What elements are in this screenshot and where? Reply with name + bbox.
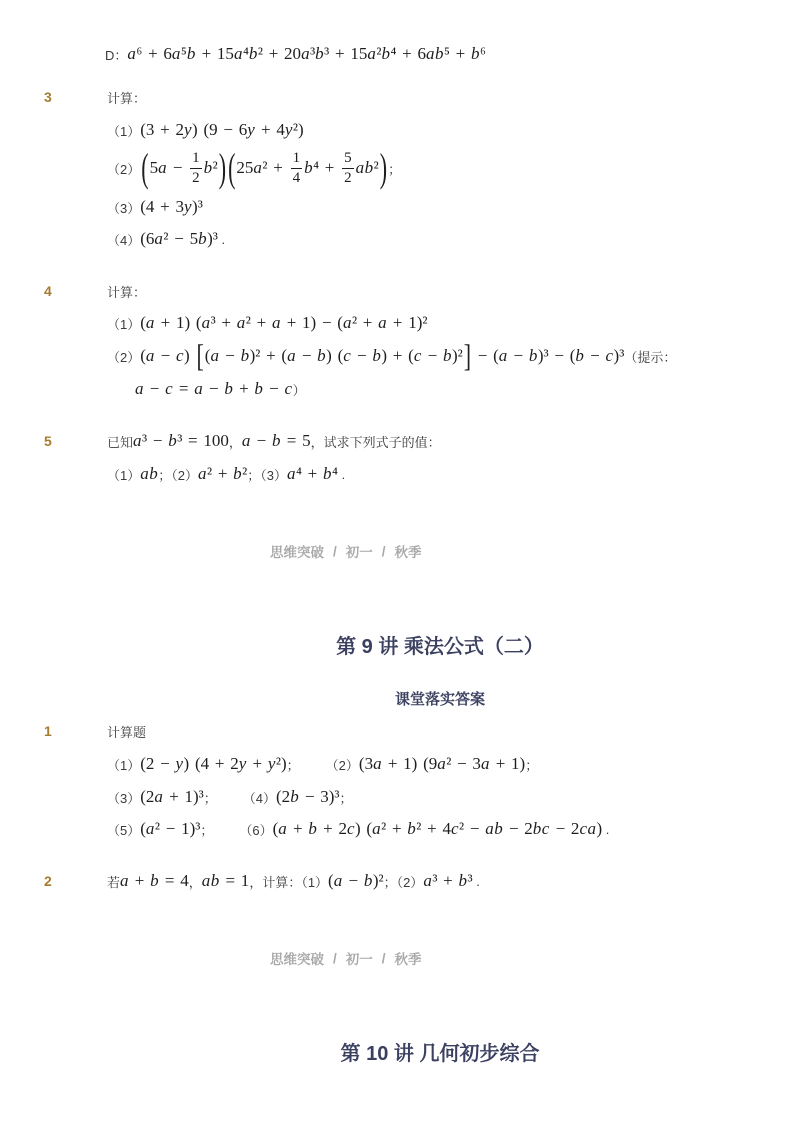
math-expression: (a − b)²: [328, 871, 384, 890]
answer-item: [243, 787, 353, 807]
math-expression: (3 + 2y) (9 − 6y + 4y²): [140, 120, 304, 139]
math-variable: a: [197, 464, 207, 483]
math-variable: a: [135, 379, 144, 398]
math-variable: b: [254, 379, 263, 398]
math-delimiter: ): [379, 143, 388, 191]
text-run: 若: [107, 874, 121, 890]
math-variable: y: [183, 120, 192, 139]
math-delimiter: ): [218, 143, 227, 191]
footer-term: 秋季: [394, 952, 422, 967]
footer-separator: /: [381, 543, 386, 559]
text-run: ；（2）: [158, 467, 198, 483]
text-run: ，: [228, 434, 242, 450]
math-variable: b: [363, 871, 373, 890]
problem-stem: [107, 431, 441, 451]
footer-separator: /: [333, 543, 337, 559]
math-variable: a: [373, 754, 382, 773]
math-variable: a: [287, 346, 296, 365]
text-run: （4）: [242, 790, 277, 806]
math-variable: a: [210, 346, 219, 365]
math-expression: − (a − b)³ − (b − c)³: [472, 346, 625, 365]
page-footer: [270, 539, 422, 563]
problem-header: [44, 429, 441, 453]
text-run: D：: [105, 47, 128, 63]
text-run: ；（3）: [247, 467, 287, 483]
math-variable: a: [425, 44, 435, 63]
math-fraction: [190, 150, 202, 187]
math-variable: b: [272, 431, 281, 450]
math-expression: (a² − 1)³: [140, 819, 201, 838]
math-variable: y: [238, 754, 247, 773]
text-run: ，计算：（1）: [249, 874, 329, 890]
math-variable: c: [343, 346, 351, 365]
page-footer: [270, 946, 422, 970]
subquestion-line: [107, 462, 345, 486]
text-run: （2）: [107, 161, 141, 177]
math-variable: a: [201, 313, 211, 332]
footer-term: 秋季: [394, 545, 422, 560]
answer-item: [107, 819, 213, 839]
math-variable: b: [248, 44, 258, 63]
math-delimiter: [: [196, 337, 204, 374]
math-variable: y: [267, 754, 276, 773]
fraction-numerator: 1: [291, 150, 303, 169]
math-expression: b⁴ +: [304, 158, 341, 177]
math-variable: c: [579, 819, 587, 838]
text-run: ，试求下列式子的值：: [310, 434, 441, 450]
text-run: （3）: [107, 790, 141, 806]
math-variable: a: [145, 313, 155, 332]
math-variable: a: [287, 464, 296, 483]
math-variable: b: [381, 44, 390, 63]
math-variable: a: [233, 44, 243, 63]
math-expression: a³ − b³ = 100: [133, 431, 229, 450]
math-variable: a: [271, 313, 281, 332]
text-run: ；（2）: [383, 874, 424, 890]
math-expression: a − c = a − b + b − c: [135, 379, 293, 398]
math-delimiter: ]: [463, 337, 472, 374]
math-variable: a: [253, 158, 262, 177]
math-variable: a: [301, 44, 310, 63]
text-run: 已知: [107, 434, 134, 450]
math-variable: b: [315, 44, 324, 63]
problem-number: 5: [44, 433, 52, 449]
text-run: ）: [292, 382, 306, 398]
text-run: （1）: [107, 123, 141, 139]
math-variable: b: [233, 464, 242, 483]
math-variable: c: [605, 346, 614, 365]
lecture-title: 第 10 讲 几何初步综合: [340, 1043, 540, 1065]
subquestion-line: [107, 338, 676, 374]
math-variable: a: [378, 313, 387, 332]
footer-grade: 初一: [345, 545, 373, 560]
math-expression: (a + b + 2c) (a² + b² + 4c² − ab − 2bc − 2ca): [272, 819, 603, 838]
answer-item: [107, 787, 217, 807]
text-run: 计算题: [107, 724, 147, 740]
text-run: ；: [388, 161, 402, 177]
math-variable: b: [210, 871, 220, 890]
math-variable: c: [165, 379, 173, 398]
math-expression: a⁶ + 6a⁵b + 15a⁴b² + 20a³b³ + 15a²b⁴ + 6ab⁵ + b⁶: [127, 44, 486, 63]
answer-item: [239, 819, 609, 839]
math-variable: b: [532, 819, 542, 838]
math-variable: a: [201, 871, 211, 890]
text-run: 计算：: [107, 90, 147, 106]
math-variable: a: [140, 464, 149, 483]
math-variable: b: [150, 871, 159, 890]
text-run: ；: [203, 790, 217, 806]
answer-item-row: [107, 785, 353, 809]
problem-header: [44, 719, 146, 743]
lecture-title: 第 9 讲 乘法公式（二）: [336, 636, 544, 658]
math-variable: b: [471, 44, 480, 63]
math-variable: a: [145, 346, 155, 365]
text-run: ；: [339, 790, 353, 806]
math-variable: b: [364, 158, 374, 177]
problem-stem: [107, 871, 480, 891]
math-expression: a − b = 5: [241, 431, 311, 450]
math-expression: [140, 464, 158, 484]
problem-header: [44, 279, 146, 303]
text-run: （1）: [107, 757, 141, 773]
math-expression: (2b − 3)³: [276, 787, 340, 806]
math-variable: a: [236, 313, 246, 332]
section-subtitle: 课堂落实答案: [394, 691, 485, 708]
math-variable: b: [198, 229, 207, 248]
text-run: .: [337, 466, 346, 482]
answer-item-row: [107, 817, 609, 841]
footer-separator: /: [381, 950, 386, 966]
math-variable: a: [120, 871, 129, 890]
math-variable: b: [308, 819, 317, 838]
math-variable: a: [194, 379, 203, 398]
math-variable: a: [587, 819, 596, 838]
math-variable: a: [480, 754, 490, 773]
text-run: .: [602, 821, 610, 837]
math-expression: (a − c): [140, 346, 196, 365]
subquestion-line: [107, 311, 428, 335]
math-variable: a: [485, 819, 494, 838]
math-variable: c: [176, 346, 184, 365]
math-expression: (3a + 1) (9a² − 3a + 1): [358, 754, 526, 773]
math-variable: b: [203, 158, 213, 177]
math-expression: (2 − y) (4 + 2y + y²): [140, 754, 287, 773]
math-expression: 25a² +: [236, 158, 289, 177]
text-run: 计算：: [107, 284, 147, 300]
problem-number: 4: [44, 283, 52, 299]
text-run: （3）: [107, 200, 141, 216]
math-variable: c: [450, 819, 459, 838]
math-variable: a: [367, 44, 376, 63]
math-variable: c: [413, 346, 422, 365]
math-fraction: [291, 150, 303, 187]
fraction-denominator: 2: [344, 169, 352, 186]
math-variable: b: [240, 346, 250, 365]
math-delimiter: (: [228, 143, 236, 191]
text-run: ，: [188, 874, 202, 890]
math-expression: a + b = 4: [120, 871, 189, 890]
math-expression: (2a + 1)³: [140, 787, 204, 806]
subquestion-line: [107, 143, 402, 191]
math-variable: b: [323, 464, 332, 483]
answer-item-row: [107, 752, 538, 776]
problem-stem: [107, 282, 146, 301]
problem-number: 2: [44, 873, 52, 889]
math-variable: a: [423, 871, 432, 890]
fraction-denominator: 4: [292, 169, 301, 186]
math-variable: c: [346, 819, 355, 838]
math-variable: b: [149, 464, 158, 483]
math-variable: a: [437, 754, 446, 773]
math-expression: a³ + b³: [423, 871, 473, 890]
problem-number: 3: [44, 89, 52, 105]
math-variable: b: [168, 431, 177, 450]
math-variable: b: [458, 871, 467, 890]
math-variable: y: [247, 120, 255, 139]
text-run: （提示：: [624, 349, 677, 365]
math-expression: (4 + 3y)³: [140, 197, 203, 216]
math-variable: a: [171, 44, 181, 63]
math-variable: a: [154, 229, 163, 248]
fraction-numerator: 5: [342, 150, 354, 169]
math-expression: (a + 1) (a³ + a² + a + 1) − (a² + a + 1)²: [140, 313, 428, 332]
math-expression: (a − b)² + (a − b) (c − b) + (c − b)²: [204, 346, 463, 365]
math-variable: a: [355, 158, 365, 177]
text-run: （4）: [107, 232, 141, 248]
math-variable: b: [186, 44, 196, 63]
math-variable: b: [442, 346, 452, 365]
math-variable: a: [333, 871, 343, 890]
math-expression: ab = 1: [201, 871, 250, 890]
text-run: ；: [200, 822, 214, 838]
math-expression: a⁴ + b⁴: [287, 464, 338, 483]
subquestion-line: [107, 118, 304, 142]
math-variable: b: [434, 44, 444, 63]
subquestion-line: [107, 195, 203, 219]
text-run: ；: [286, 757, 300, 773]
math-variable: b: [290, 787, 299, 806]
math-variable: y: [175, 754, 184, 773]
math-variable: b: [528, 346, 538, 365]
footer-separator: /: [333, 950, 337, 966]
math-expression: b²: [203, 158, 218, 177]
math-fraction: [342, 150, 354, 187]
math-expression: ab²: [355, 158, 379, 177]
math-variable: y: [183, 197, 192, 216]
answer-option-d: [105, 42, 486, 66]
fraction-numerator: 1: [190, 150, 202, 169]
footer-brand: 思维突破: [270, 545, 324, 560]
text-run: （2）: [107, 349, 141, 365]
math-variable: b: [575, 346, 584, 365]
answer-item: [107, 754, 300, 774]
math-variable: b: [372, 346, 381, 365]
text-run: （1）: [107, 316, 141, 332]
text-run: ；: [525, 757, 539, 773]
math-variable: b: [224, 379, 233, 398]
math-variable: a: [127, 44, 136, 63]
math-variable: a: [158, 158, 167, 177]
text-run: .: [472, 873, 480, 889]
math-variable: c: [284, 379, 293, 398]
fraction-denominator: 2: [192, 169, 200, 186]
math-variable: a: [278, 819, 287, 838]
math-expression: (6a² − 5b)³: [140, 229, 218, 248]
math-variable: a: [372, 819, 381, 838]
math-variable: b: [407, 819, 416, 838]
footer-brand: 思维突破: [270, 952, 324, 967]
math-delimiter: (: [141, 143, 149, 191]
math-variable: b: [317, 346, 326, 365]
answer-item: [326, 754, 539, 774]
problem-number: 1: [44, 723, 52, 739]
problem-header: [44, 869, 480, 893]
text-run: .: [217, 231, 226, 247]
footer-grade: 初一: [345, 952, 373, 967]
math-expression: a² + b²: [197, 464, 248, 483]
math-variable: c: [541, 819, 550, 838]
math-expression: 5a −: [149, 158, 189, 177]
math-variable: a: [342, 313, 352, 332]
text-run: （6）: [239, 822, 273, 838]
subquestion-line: [107, 227, 225, 251]
math-variable: a: [498, 346, 508, 365]
math-variable: a: [145, 819, 155, 838]
text-run: （5）: [107, 822, 141, 838]
math-variable: a: [241, 431, 251, 450]
math-variable: a: [133, 431, 142, 450]
math-variable: b: [494, 819, 503, 838]
math-variable: a: [154, 787, 163, 806]
math-variable: b: [304, 158, 313, 177]
subquestion-line-continuation: [135, 377, 306, 401]
text-run: （2）: [325, 757, 359, 773]
math-variable: y: [284, 120, 293, 139]
text-run: （1）: [107, 467, 141, 483]
problem-header: [44, 85, 146, 109]
problem-stem: [107, 88, 146, 107]
problem-stem: [107, 722, 146, 741]
